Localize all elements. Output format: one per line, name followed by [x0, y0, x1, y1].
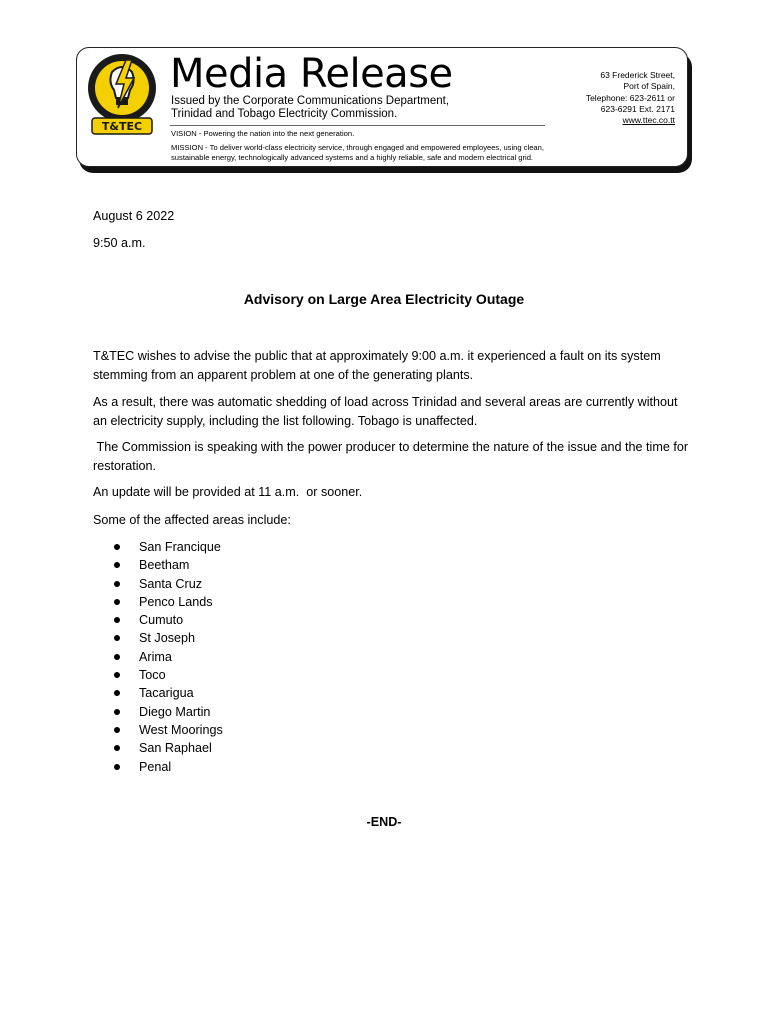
area-name: Penal: [139, 759, 172, 774]
bullet-icon: [114, 562, 120, 568]
logo-text: T&TEC: [101, 120, 143, 133]
address-line-1: 63 Frederick Street,: [600, 70, 675, 80]
paragraph: Some of the affected areas include:: [93, 513, 291, 527]
bullet-icon: [114, 599, 120, 605]
mission-line-1: MISSION - To deliver world-class electricity service, through engaged and empowered employees, using clean,: [171, 143, 544, 152]
end-marker: -END-: [366, 815, 402, 829]
list-item: [114, 538, 223, 556]
release-heading: Advisory on Large Area Electricity Outage: [243, 291, 525, 307]
paragraph: As a result, there was automatic shedding of load across Trinidad and several areas are currently without an electricity supply, including the list following. Tobago is unaffected.: [93, 395, 678, 428]
area-name: St Joseph: [139, 631, 196, 646]
area-name: Toco: [139, 668, 166, 683]
bullet-icon: [114, 544, 120, 550]
bullet-icon: [114, 617, 120, 623]
mission-statement: [171, 143, 544, 162]
list-item: [114, 556, 223, 574]
media-release-banner: [76, 47, 688, 167]
list-item: [114, 721, 223, 739]
bullet-icon: [114, 727, 120, 733]
list-item: [114, 666, 223, 684]
issued-line-1: Issued by the Corporate Communications Department,: [171, 95, 450, 107]
address-line-4: 623-6291 Ext. 2171: [600, 103, 675, 114]
bullet-icon: [114, 672, 120, 678]
area-name: Tacarigua: [139, 686, 194, 701]
area-name: Santa Cruz: [139, 576, 202, 591]
area-name: West Moorings: [139, 722, 223, 737]
bullet-icon: [114, 635, 120, 641]
list-item: [114, 611, 223, 629]
issued-by: [171, 95, 449, 121]
issued-line-2: Trinidad and Tobago Electricity Commission.: [171, 108, 398, 120]
list-item: [114, 684, 223, 702]
vision-statement: VISION - Powering the nation into the next generation.: [171, 129, 355, 138]
mission-line-2: sustainable energy, technologically advanced systems and a highly reliable, safe and modern electrical grid.: [171, 152, 534, 162]
address-line-2: Port of Spain,: [623, 81, 675, 92]
area-name: Beetham: [139, 558, 190, 573]
bullet-icon: [114, 690, 120, 696]
paragraph: The Commission is speaking with the power producer to determine the nature of the issue and the time for restoration.: [93, 440, 692, 473]
area-name: Arima: [139, 649, 172, 664]
page-title: Media Release: [170, 51, 453, 97]
paragraph: T&TEC wishes to advise the public that at approximately 9:00 a.m. it experienced a fault on its system stemming from an apparent problem at one of the generating plants.: [93, 349, 661, 382]
area-name: Diego Martin: [139, 704, 211, 719]
list-item: [114, 629, 223, 647]
area-name: Penco Lands: [139, 594, 213, 609]
list-item: [114, 648, 223, 666]
list-item: [114, 575, 223, 593]
area-name: San Francique: [139, 540, 221, 554]
bullet-icon: [114, 709, 120, 715]
list-item: [114, 593, 223, 611]
divider: [170, 125, 545, 126]
list-item: [114, 739, 223, 757]
affected-areas-list: [114, 538, 223, 776]
bullet-icon: [114, 745, 120, 751]
list-item: [114, 703, 223, 721]
ttec-logo: [86, 52, 158, 138]
address-line-3: Telephone: 623-2611 or: [585, 92, 675, 103]
area-name: Cumuto: [139, 613, 184, 628]
list-item: [114, 758, 223, 776]
website-link[interactable]: www.ttec.co.tt: [622, 115, 675, 126]
release-date: August 6 2022: [93, 209, 175, 223]
bullet-icon: [114, 581, 120, 587]
paragraph: An update will be provided at 11 a.m. or sooner.: [93, 485, 363, 499]
contact-address: [586, 70, 675, 126]
bullet-icon: [114, 764, 120, 770]
release-time: 9:50 a.m.: [93, 236, 146, 250]
bullet-icon: [114, 654, 120, 660]
area-name: San Raphael: [139, 741, 212, 756]
